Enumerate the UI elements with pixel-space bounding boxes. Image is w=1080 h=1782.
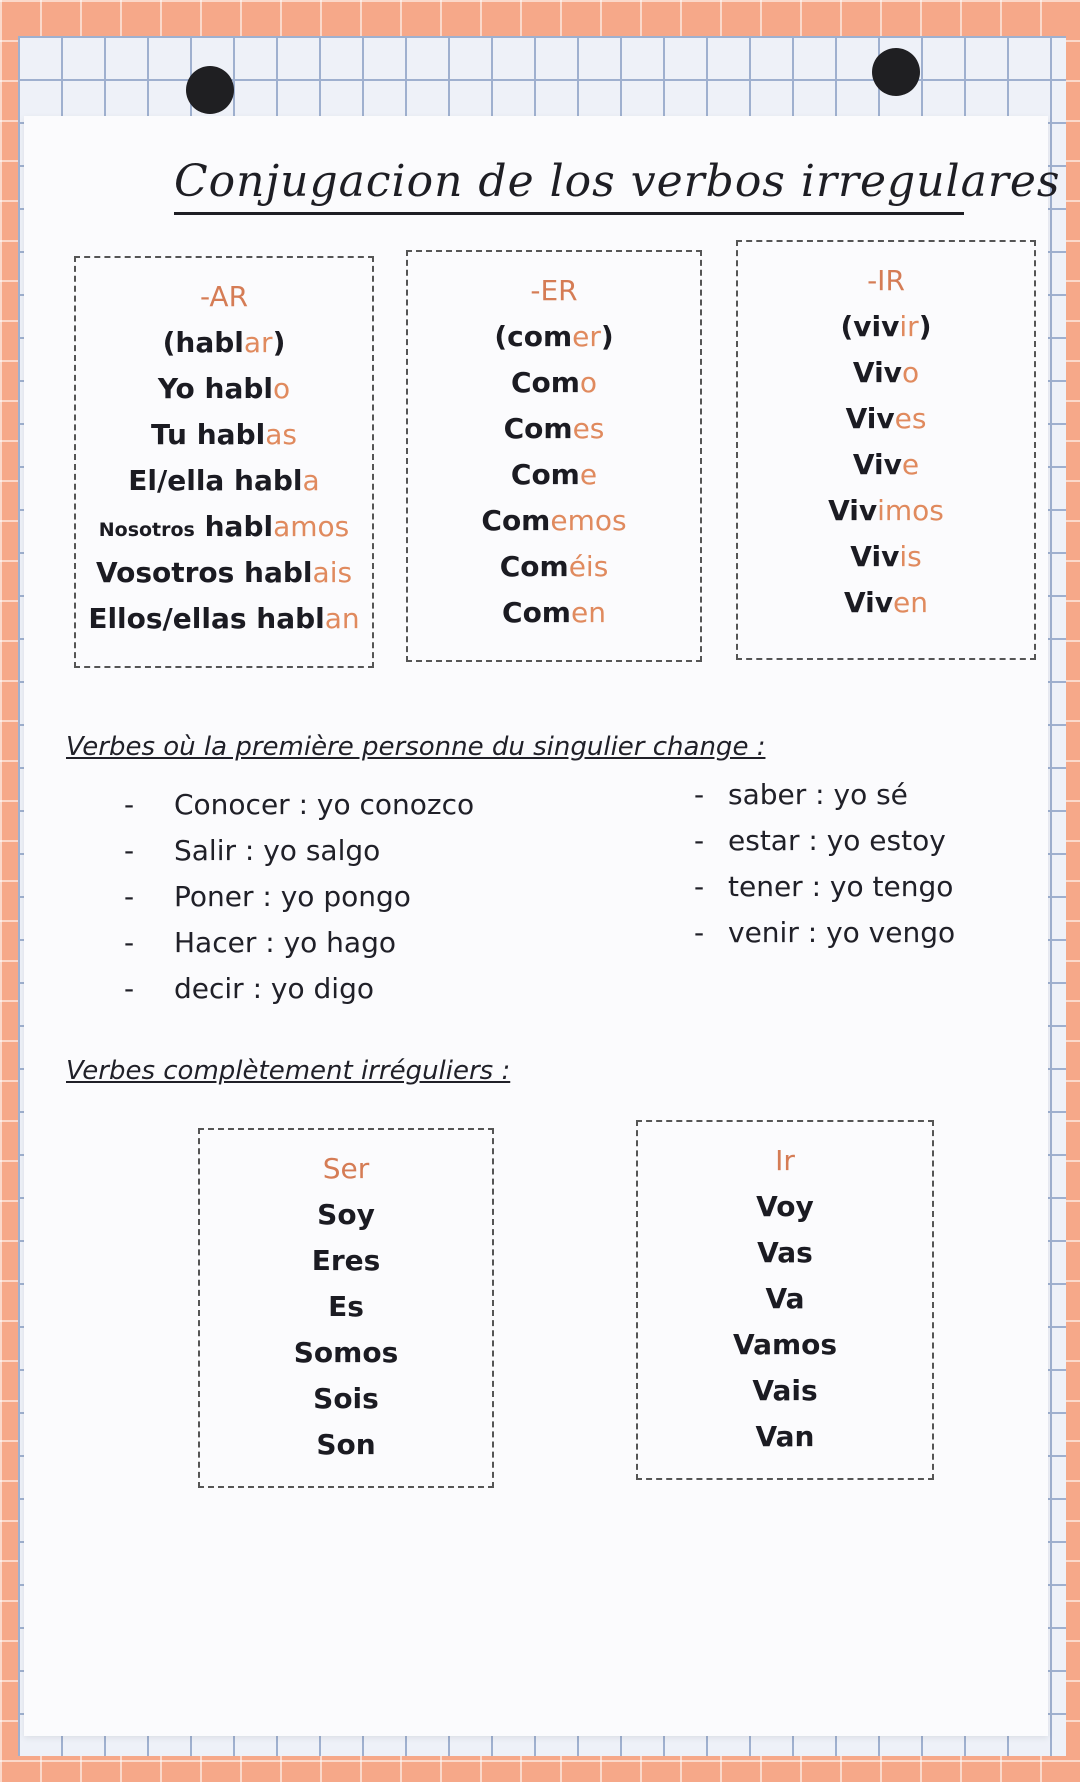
section-heading-first-person: Verbes où la première personne du singulier change : xyxy=(66,732,766,762)
list-item: - Hacer : yo hago xyxy=(124,926,396,959)
list-item: - Conocer : yo conozco xyxy=(124,788,475,821)
binder-hole-left xyxy=(186,66,234,114)
page-title: Conjugacion de los verbos irregulares xyxy=(174,156,1061,207)
box-header: -IR xyxy=(867,264,905,297)
conjugation-row: Vivo xyxy=(852,356,920,389)
conjugation-row: Vosotros hablais xyxy=(95,556,353,589)
box-header: Ser xyxy=(322,1152,370,1185)
infinitive: (hablar) xyxy=(162,326,286,359)
list-item: - estar : yo estoy xyxy=(694,824,946,857)
infinitive: (comer) xyxy=(494,320,614,353)
conjugation-box-ir xyxy=(736,240,1036,660)
infinitive: (vivir) xyxy=(840,310,932,343)
box-header: Ir xyxy=(775,1144,795,1177)
conjugation-box-er xyxy=(406,250,702,662)
conjugation-row: Ellos/ellas hablan xyxy=(88,602,360,635)
conjugation-row: Vives xyxy=(845,402,927,435)
conjugation-box-ser xyxy=(198,1128,494,1488)
conjugation-row: Viven xyxy=(843,586,928,619)
conjugation-row: Vais xyxy=(752,1374,818,1407)
title-underline xyxy=(174,212,964,215)
conjugation-row: Come xyxy=(510,458,598,491)
conjugation-row: Somos xyxy=(293,1336,399,1369)
conjugation-row: Voy xyxy=(756,1190,814,1223)
list-item: - Salir : yo salgo xyxy=(124,834,381,867)
conjugation-row: El/ella habla xyxy=(128,464,320,497)
conjugation-row: Son xyxy=(316,1428,376,1461)
conjugation-box-ar xyxy=(74,256,374,668)
section-heading-fully-irregular: Verbes complètement irréguliers : xyxy=(66,1056,511,1086)
note-card xyxy=(24,116,1061,1736)
conjugation-row: Vamos xyxy=(732,1328,838,1361)
list-item: - saber : yo sé xyxy=(694,778,908,811)
list-item: - Poner : yo pongo xyxy=(124,880,411,913)
conjugation-row: Vivis xyxy=(850,540,922,573)
conjugation-row: Coméis xyxy=(499,550,609,583)
list-item: - tener : yo tengo xyxy=(694,870,954,903)
irregular-first-person-list-left xyxy=(124,782,474,1012)
conjugation-row: Sois xyxy=(313,1382,379,1415)
conjugation-row: Comen xyxy=(502,596,606,629)
conjugation-row: Van xyxy=(755,1420,815,1453)
conjugation-row: Nosotros hablamos xyxy=(98,510,350,543)
box-header: -AR xyxy=(199,280,249,313)
conjugation-row: Va xyxy=(765,1282,805,1315)
irregular-first-person-list-right xyxy=(694,772,955,956)
conjugation-row: Comemos xyxy=(481,504,627,537)
binder-hole-right xyxy=(872,48,920,96)
conjugation-box-ir-verb xyxy=(636,1120,934,1480)
list-item: - venir : yo vengo xyxy=(694,916,956,949)
conjugation-row: Vas xyxy=(757,1236,813,1269)
conjugation-row: Comes xyxy=(503,412,605,445)
conjugation-row: Soy xyxy=(317,1198,375,1231)
conjugation-row: Vive xyxy=(852,448,920,481)
conjugation-row: Es xyxy=(328,1290,364,1323)
box-header: -ER xyxy=(530,274,578,307)
conjugation-row: Yo hablo xyxy=(157,372,291,405)
conjugation-row: Tu hablas xyxy=(151,418,297,451)
conjugation-row: Vivimos xyxy=(828,494,944,527)
conjugation-row: Como xyxy=(510,366,598,399)
conjugation-row: Eres xyxy=(311,1244,381,1277)
list-item: - decir : yo digo xyxy=(124,972,374,1005)
